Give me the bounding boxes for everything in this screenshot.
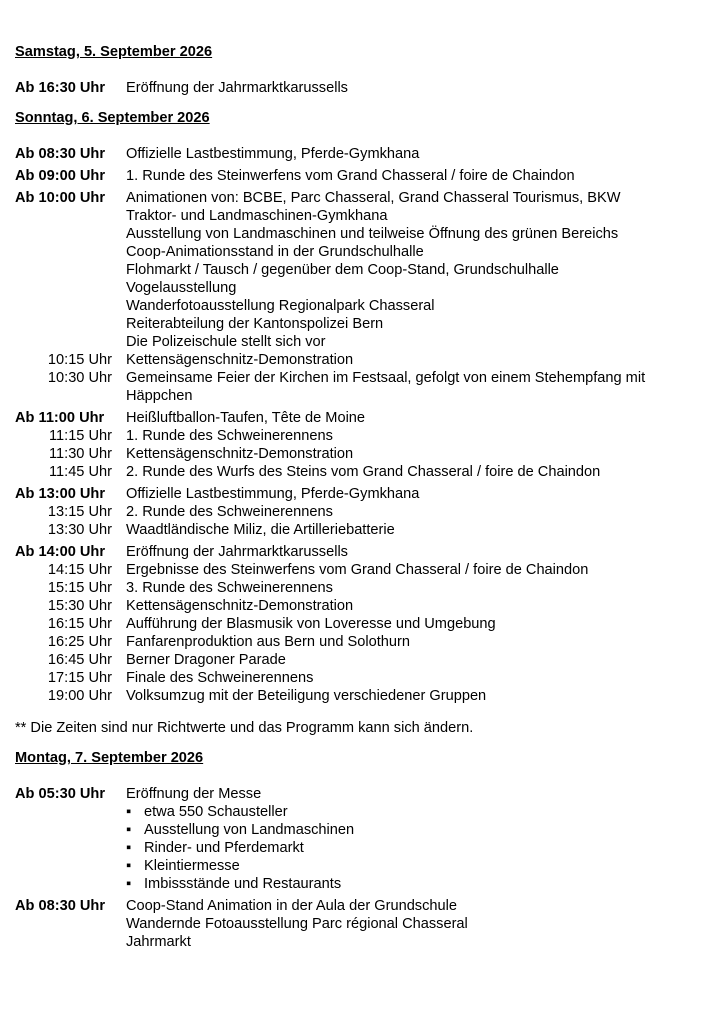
event-line: Traktor- und Landmaschinen-Gymkhana: [126, 208, 388, 224]
time-label: Ab 11:00 Uhr: [15, 410, 105, 426]
schedule-row: [15, 669, 715, 687]
time-label: Ab 05:30 Uhr: [15, 786, 106, 802]
event-description: [126, 503, 715, 521]
schedule-row: [15, 351, 715, 369]
time-label: Ab 13:00 Uhr: [15, 486, 106, 502]
event-line: Flohmarkt / Tausch / gegenüber dem Coop-Stand, Grundschulhalle: [126, 262, 559, 278]
schedule-row: [15, 409, 715, 427]
event-description: [126, 785, 715, 893]
time-label: Ab 14:00 Uhr: [15, 544, 106, 560]
day-heading: Montag, 7. September 2026: [15, 750, 204, 766]
event-line: Eröffnung der Jahrmarktkarussells: [126, 80, 348, 96]
event-line: Finale des Schweinerennens: [126, 670, 314, 686]
event-line: Vogelausstellung: [126, 280, 237, 296]
time-label: Ab 09:00 Uhr: [15, 168, 106, 184]
event-line: Kettensägenschnitz-Demonstration: [126, 598, 354, 614]
schedule-row: [15, 633, 715, 651]
schedule-row: [15, 445, 715, 463]
time-label: 16:15 Uhr: [47, 616, 112, 632]
event-description: [126, 463, 715, 481]
event-description: [126, 79, 715, 97]
event-description: [126, 409, 715, 427]
event-description: [126, 633, 715, 651]
schedule-row: [15, 79, 715, 97]
schedule-row: [15, 503, 715, 521]
schedule-row: [15, 615, 715, 633]
bullet-item: ▪ Imbissstände und Restaurants: [126, 875, 715, 893]
schedule-row: [15, 485, 715, 503]
event-line: Eröffnung der Messe: [126, 786, 262, 802]
schedule-row: [15, 651, 715, 669]
event-line: Kettensägenschnitz-Demonstration: [126, 352, 354, 368]
event-line: Die Polizeischule stellt sich vor: [126, 334, 326, 350]
event-line: Offizielle Lastbestimmung, Pferde-Gymkhana: [126, 486, 420, 502]
day-heading: Samstag, 5. September 2026: [15, 44, 213, 60]
bullet-item: ▪ Ausstellung von Landmaschinen: [126, 821, 715, 839]
schedule-row: [15, 427, 715, 445]
event-line: Coop-Stand Animation in der Aula der Grundschule: [126, 898, 457, 914]
time-block: [15, 79, 715, 97]
schedule-row: [15, 543, 715, 561]
time-label: 11:15 Uhr: [48, 428, 112, 444]
time-label: 13:15 Uhr: [47, 504, 112, 520]
time-block: [15, 189, 715, 405]
event-line: Aufführung der Blasmusik von Loveresse und Umgebung: [126, 616, 496, 632]
event-description: [126, 145, 715, 163]
time-label: 11:45 Uhr: [48, 464, 112, 480]
time-block: [15, 897, 715, 951]
schedule-row: [15, 145, 715, 163]
time-label: 11:30 Uhr: [48, 446, 112, 462]
program-document: [15, 43, 715, 963]
time-label: Ab 08:30 Uhr: [15, 146, 106, 162]
time-block: [15, 785, 715, 893]
day-heading: Sonntag, 6. September 2026: [15, 110, 210, 126]
schedule-row: [15, 521, 715, 539]
time-label: 15:30 Uhr: [47, 598, 112, 614]
event-description: [126, 669, 715, 687]
event-line: Reiterabteilung der Kantonspolizei Bern: [126, 316, 384, 332]
event-description: [126, 687, 715, 705]
event-description: [126, 521, 715, 539]
event-line: 2. Runde des Wurfs des Steins vom Grand Chasseral / foire de Chaindon: [126, 464, 601, 480]
event-line: Fanfarenproduktion aus Bern und Solothurn: [126, 634, 410, 650]
event-line: Häppchen: [126, 388, 193, 404]
event-description: [126, 561, 715, 579]
event-description: [126, 615, 715, 633]
time-label: 16:45 Uhr: [47, 652, 112, 668]
event-line: 3. Runde des Schweinerennens: [126, 580, 333, 596]
time-block: [15, 409, 715, 481]
event-description: [126, 445, 715, 463]
time-label: 17:15 Uhr: [47, 670, 112, 686]
event-line: Gemeinsame Feier der Kirchen im Festsaal, gefolgt von einem Stehempfang mit: [126, 370, 646, 386]
schedule-row: [15, 785, 715, 893]
event-line: Kettensägenschnitz-Demonstration: [126, 446, 354, 462]
time-block: [15, 145, 715, 163]
event-line: 1. Runde des Steinwerfens vom Grand Chasseral / foire de Chaindon: [126, 168, 575, 184]
event-line: Berner Dragoner Parade: [126, 652, 286, 668]
event-description: [126, 579, 715, 597]
time-label: 15:15 Uhr: [47, 580, 112, 596]
event-description: [126, 351, 715, 369]
event-line: Coop-Animationsstand in der Grundschulhalle: [126, 244, 424, 260]
time-block: [15, 167, 715, 185]
time-label: 16:25 Uhr: [47, 634, 112, 650]
schedule-row: [15, 463, 715, 481]
time-block: [15, 485, 715, 539]
time-label: Ab 08:30 Uhr: [15, 898, 106, 914]
event-line: Offizielle Lastbestimmung, Pferde-Gymkhana: [126, 146, 420, 162]
time-label: 19:00 Uhr: [47, 688, 112, 704]
event-line: Ausstellung von Landmaschinen und teilweise Öffnung des grünen Bereichs: [126, 226, 619, 242]
event-line: 1. Runde des Schweinerennens: [126, 428, 333, 444]
time-label: 13:30 Uhr: [47, 522, 112, 538]
bullet-item: ▪ Rinder- und Pferdemarkt: [126, 839, 715, 857]
time-label: 14:15 Uhr: [47, 562, 112, 578]
event-description: [126, 651, 715, 669]
event-line: Heißluftballon-Taufen, Tête de Moine: [126, 410, 366, 426]
event-line: Volksumzug mit der Beteiligung verschiedener Gruppen: [126, 688, 487, 704]
bullet-item: ▪ Kleintiermesse: [126, 857, 715, 875]
event-description: [126, 369, 715, 405]
event-line: Animationen von: BCBE, Parc Chasseral, Grand Chasseral Tourismus, BKW: [126, 190, 621, 206]
time-label: Ab 16:30 Uhr: [15, 80, 106, 96]
schedule-row: [15, 369, 715, 405]
event-line: 2. Runde des Schweinerennens: [126, 504, 333, 520]
schedule-row: [15, 687, 715, 705]
event-description: [126, 597, 715, 615]
schedule-row: [15, 897, 715, 951]
time-block: [15, 543, 715, 705]
event-description: [126, 897, 715, 951]
event-line: Eröffnung der Jahrmarktkarussells: [126, 544, 348, 560]
event-line: Wanderfotoausstellung Regionalpark Chasseral: [126, 298, 435, 314]
day-section: [15, 43, 715, 109]
schedule-row: [15, 579, 715, 597]
schedule-row: [15, 561, 715, 579]
schedule-row: [15, 597, 715, 615]
schedule-note: ** Die Zeiten sind nur Richtwerte und das Programm kann sich ändern.: [15, 720, 474, 736]
time-label: 10:15 Uhr: [47, 352, 112, 368]
schedule-row: [15, 167, 715, 185]
event-description: [126, 485, 715, 503]
event-description: [126, 189, 715, 351]
bullet-item: ▪ etwa 550 Schausteller: [126, 803, 715, 821]
schedule-row: [15, 189, 715, 351]
time-label: 10:30 Uhr: [47, 370, 112, 386]
event-line: Waadtländische Miliz, die Artilleriebatterie: [126, 522, 395, 538]
event-description: [126, 543, 715, 561]
event-line: Ergebnisse des Steinwerfens vom Grand Chasseral / foire de Chaindon: [126, 562, 589, 578]
time-label: Ab 10:00 Uhr: [15, 190, 106, 206]
event-line: Wandernde Fotoausstellung Parc régional Chasseral: [126, 916, 468, 932]
day-section: [15, 749, 715, 963]
day-section: [15, 109, 715, 749]
event-description: [126, 167, 715, 185]
event-line: Jahrmarkt: [126, 934, 191, 950]
event-description: [126, 427, 715, 445]
